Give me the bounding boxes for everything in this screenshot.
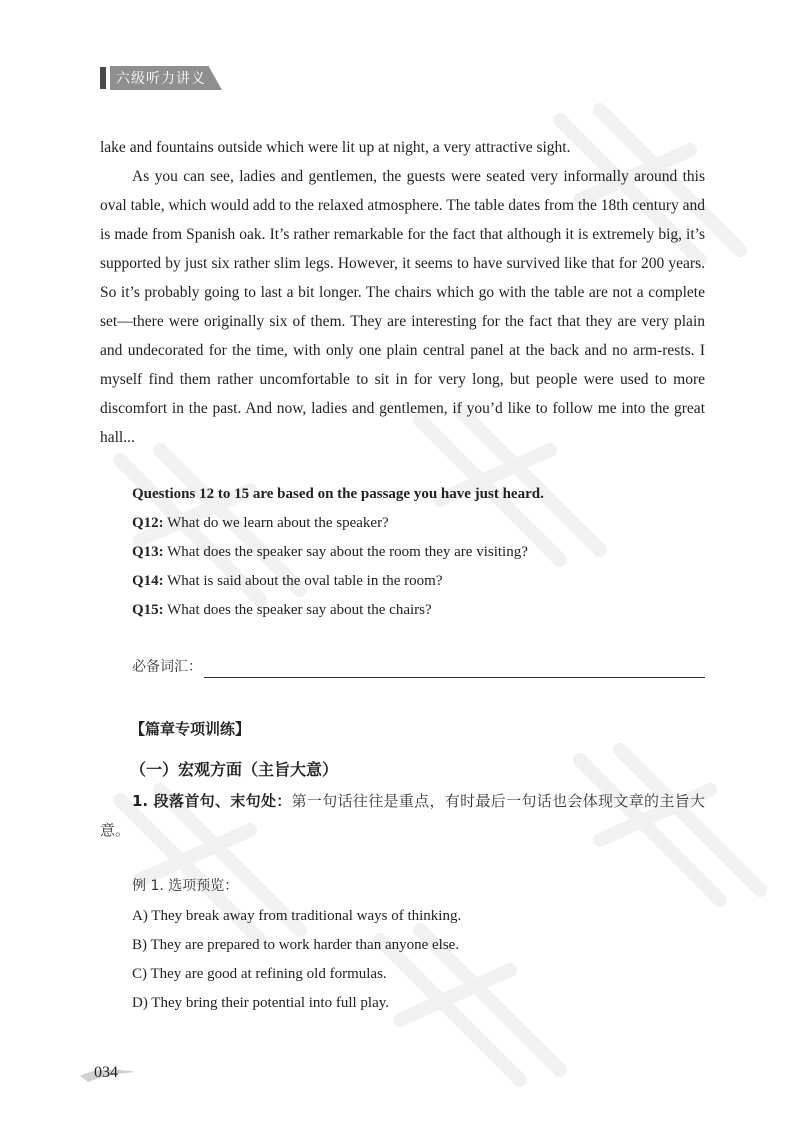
tip-text: 第一句话往往是重点，有时最后一句话也会体现文章的主旨大意。 [100, 792, 705, 839]
questions-block [132, 480, 712, 625]
example-label: 例 1. 选项预览： [132, 878, 239, 894]
question-item [132, 596, 712, 625]
vocab-field [132, 656, 705, 682]
question-item [132, 538, 712, 567]
question-text: What does the speaker say about the room they are visiting? [163, 544, 528, 560]
question-item [132, 509, 712, 538]
tip-paragraph [100, 787, 705, 845]
tip-label: 1. 段落首句、末句处： [132, 792, 292, 810]
option-item: D) They bring their potential into full play. [132, 995, 390, 1011]
vocab-label: 必备词汇： [132, 659, 202, 675]
page-number [78, 1062, 138, 1086]
header-title: 六级听力讲义 [116, 71, 206, 87]
example-block [132, 874, 712, 1018]
subsection-title: （一）宏观方面（主旨大意） [130, 760, 339, 779]
passage-paragraph: As you can see, ladies and gentlemen, the guests were seated very informally around this oval table, which would add to the relaxed atmosphere. The table dates from the 18th century and is made from Spanish oak. It’s rather remarkable for the fact that although it is extremely big, it’s supported by just six rather slim legs. However, it seems to have survived like that for 200 years. So it’s probably going to last a bit longer. The chairs which go with the table are not a complete set—there were originally six of them. They are interesting for the fact that they are very plain and undecorated for the time, with only one plain central panel at the back and no arm-rests. I myself find them rather uncomfortable to sit in for very long, but people were used to more discomfort in the past. And now, ladies and gentlemen, if you’d like to follow me into the great hall... [100, 168, 705, 446]
question-label: Q12: [132, 515, 164, 531]
section-title: 【篇章专项训练】 [130, 720, 251, 738]
passage-paragraph: lake and fountains outside which were lit up at night, a very attractive sight. [100, 139, 571, 156]
header-bar [100, 67, 106, 89]
option-item: B) They are prepared to work harder than anyone else. [132, 937, 460, 953]
question-item [132, 567, 712, 596]
question-text: What do we learn about the speaker? [163, 515, 389, 531]
questions-heading: Questions 12 to 15 are based on the passage you have just heard. [132, 486, 544, 502]
passage-text [100, 133, 705, 452]
question-label: Q14: [132, 573, 164, 589]
option-item: C) They are good at refining old formulas. [132, 966, 387, 982]
option-item: A) They break away from traditional ways of thinking. [132, 908, 462, 924]
vocab-write-line [204, 677, 705, 678]
question-text: What does the speaker say about the chairs? [163, 602, 432, 618]
page-number-text: 034 [94, 1064, 118, 1081]
question-label: Q13: [132, 544, 164, 560]
question-text: What is said about the oval table in the room? [163, 573, 443, 589]
question-label: Q15: [132, 602, 164, 618]
